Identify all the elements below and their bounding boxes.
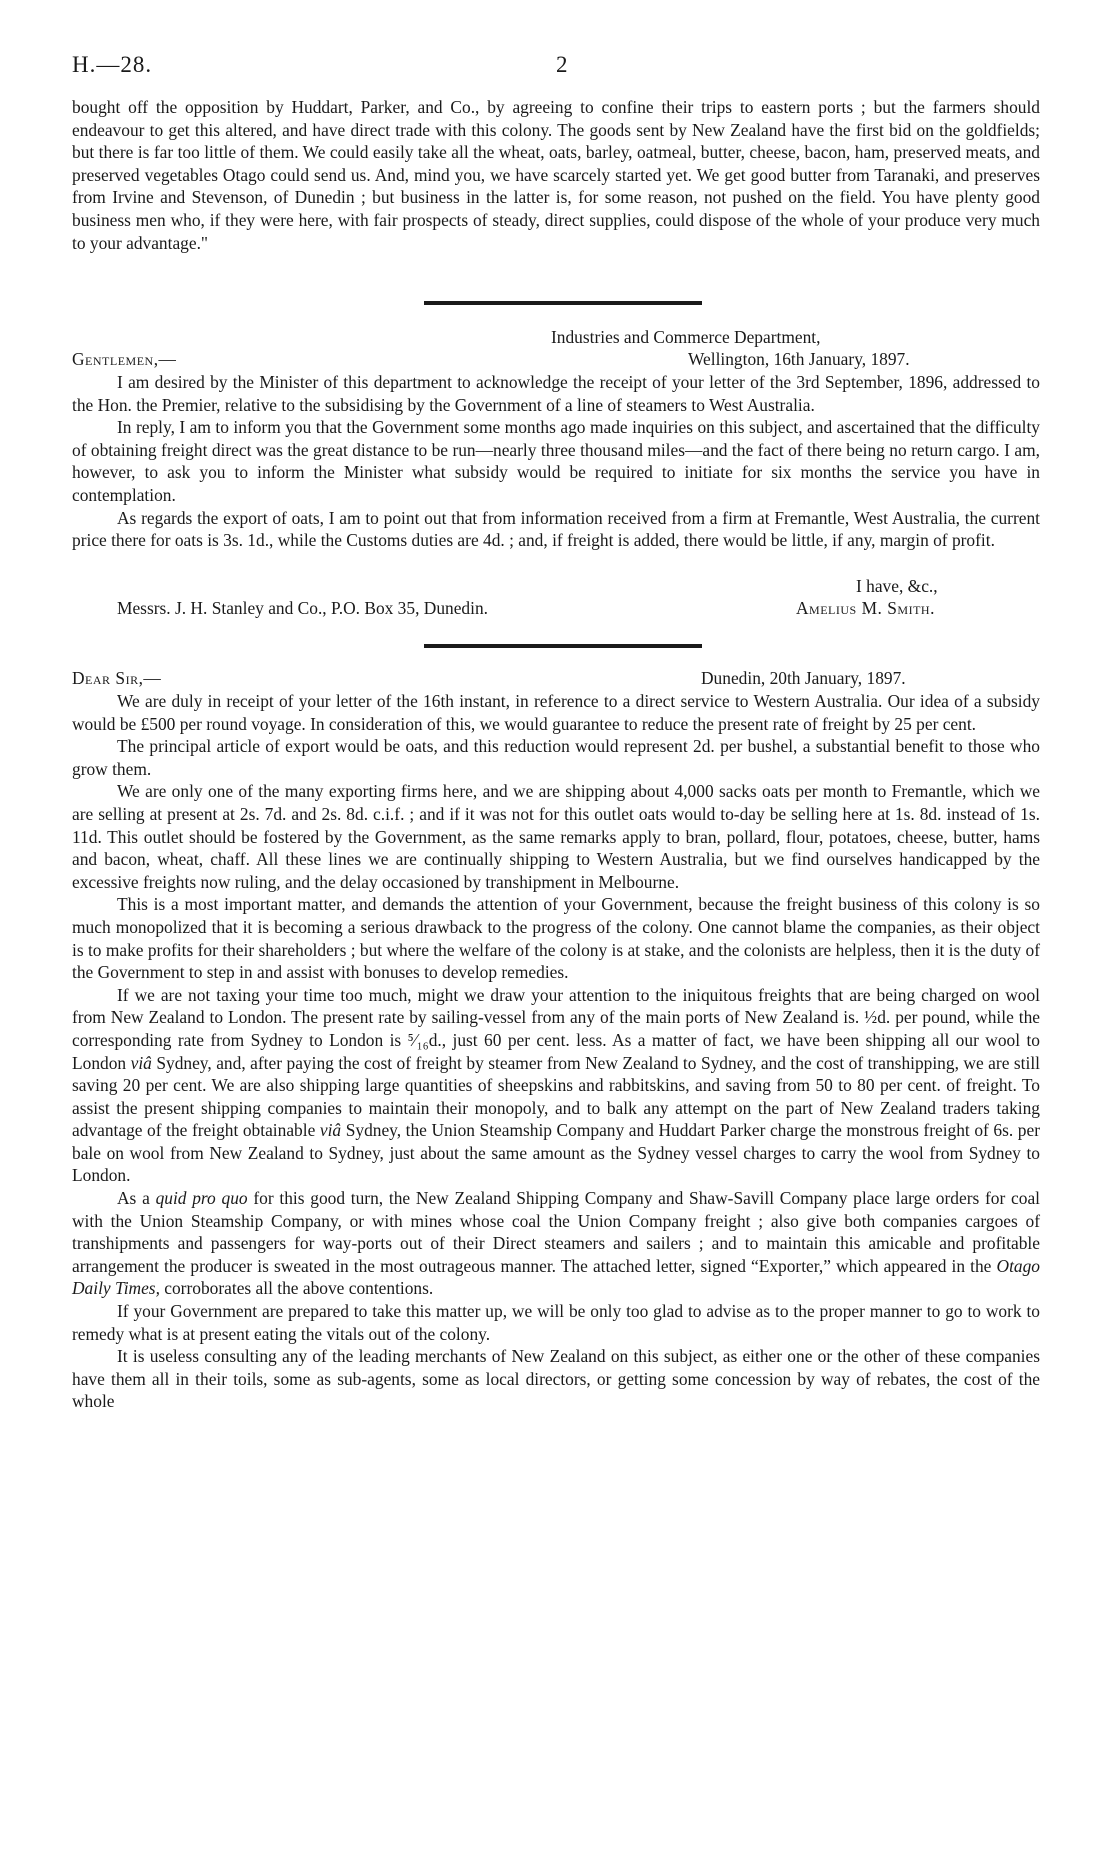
paragraph-text: As regards the export of oats, I am to point out that from information received from a firm at Fremantle, West Australia, the current price there for oats is 3s. 1d., while the Customs duties are 4d. ; and, if freight is added, there would be little, if any, margin of profit. (72, 507, 1040, 551)
text-run: for this good turn, the New Zealand Shipping Company and Shaw-Savill Company place large orders for coal with the Union Steamship Company, or with mines whose coal the Union Company freight ; also give both companies cargoes of transhipments and passengers for way-ports out of their Direct steamers and sailers ; and to maintain this amicable and profitable arrangement the producer is sweated in the most outrageous manner. The attached letter, signed “Exporter,” which appeared in the (72, 1188, 1041, 1276)
paragraph-text: bought off the opposition by Huddart, Parker, and Co., by agreeing to confine their trips to eastern ports ; but the farmers should endeavour to get this altered, and have direct trade with this colony. The goods sent by New Zealand have the first bid on the goldfields; but there is far too little of them. We could easily take all the wheat, oats, barley, oatmeal, butter, cheese, bacon, ham, preserved meats, and preserved vegetables Otago could send us. And, mind you, we have scarcely started yet. We get good butter from Taranaki, and preserves from Irvine and Stevenson, of Dunedin ; but business in the latter is, for some reason, not pushed on the field. You have plenty good business men who, if they were here, with fair prospects of steady, direct supplies, could dispose of the whole of your produce very much to your advantage." (72, 97, 1040, 253)
page-number: 2 (556, 52, 569, 77)
newspaper-title: Otago Daily Times, (72, 1255, 1040, 1299)
salutation: Dear Sir,— (72, 668, 162, 688)
italic-term: viâ (130, 1052, 152, 1073)
paragraph-text: It is useless consulting any of the leading merchants of New Zealand on this subject, as either one or the other of these companies have them all in their toils, some as sub-agents, some as local directors, or getting some concession by way of rebates, the cost of the whole (72, 1346, 1040, 1412)
paragraph-text (72, 984, 1040, 1187)
section-divider (424, 301, 702, 305)
paragraph-text: This is a most important matter, and demands the attention of your Government, because the freight business of this colony is so much monopolized that it is becoming a serious drawback to the progress of the colony. One cannot blame the companies, as their object is to make profits for their shareholders ; but where the welfare of the colony is at stake, and the colonists are helpless, then it is the duty of the Government to step in and assist with bonuses to develop remedies. (72, 894, 1040, 983)
place-date: Wellington, 16th January, 1897. (688, 349, 910, 369)
paragraph-text (72, 1187, 1040, 1300)
text-run: If we are not taxing your time too much, might we draw your attention to the iniquitous freights that are being charged on wool from New Zealand to London. The present rate by sailing-vessel from any of the main ports of New Zealand is. ½d. per pound, while the corresponding rate from Sydney to London is ⁵⁄₁₆d., just 60 per cent. less. As a matter of fact, we have been shipping all our wool to London (72, 984, 1040, 1073)
text-run: Sydney, the Union Steamship Company and Huddart Parker charge the monstrous freight of 6s. per bale on wool from New Zealand to Sydney, just about the same amount as the Sydney vessel charges to carry the wool from Sydney to London. (72, 1120, 1040, 1186)
paragraph-text: We are only one of the many exporting firms here, and we are shipping about 4,000 sacks oats per month to Fremantle, which we are selling at present at 2s. 7d. and 2s. 8d. c.i.f. ; and if it was not for this outlet oats would to-day be selling here at 1s. 8d. instead of 1s. 11d. This outlet should be fostered by the Government, as the same remarks apply to bran, pollard, flour, potatoes, cheese, butter, hams and bacon, wheat, chaff. All these lines we are continually shipping to Western Australia, but we find ourselves handicapped by the excessive freights now ruling, and the delay occasioned by transhipment in Melbourne. (72, 781, 1040, 892)
italic-term: quid pro quo (155, 1188, 248, 1209)
signature: Amelius M. Smith. (796, 598, 935, 618)
paragraph-text: We are duly in receipt of your letter of the 16th instant, in reference to a direct service to Western Australia. Our idea of a subsidy would be £500 per round voyage. In consideration of this, we would guarantee to reduce the present rate of freight by 25 per cent. (72, 691, 1040, 734)
text-run: corroborates all the above contentions. (159, 1278, 434, 1299)
italic-term: viâ (319, 1120, 342, 1141)
report-code: H.—28. (72, 52, 153, 77)
paragraph-text: In reply, I am to inform you that the Government some months ago made inquiries on this subject, and ascertained that the difficulty of obtaining freight direct was the great distance to be run—nearly three thousand miles—and the fact of there being no return cargo. I am, however, to ask you to inform the Minister what subsidy would be required to initiate for six months the service you have in contemplation. (72, 417, 1040, 505)
place-date: Dunedin, 20th January, 1897. (701, 668, 906, 688)
letter1-body (72, 371, 1040, 552)
department-line: Industries and Commerce Department, (551, 327, 821, 347)
letter2-body (72, 690, 1040, 1413)
salutation: Gentlemen,— (72, 349, 177, 369)
closing: I have, &c., (856, 576, 938, 596)
text-run: Sydney, and, after paying the cost of freight by steamer from New Zealand to Sydney, and the cost of transhipping, we are still saving 20 per cent. We are also shipping large quantities of sheepskins and rabbitskins, and saving from 50 to 80 per cent. of freight. To assist the present shipping companies to maintain their monopoly, and to balk any attempt on the part of New Zealand traders taking advantage of the freight obtainable (72, 1052, 1040, 1141)
paragraph-text: The principal article of export would be oats, and this reduction would represent 2d. per bushel, a substantial benefit to those who grow them. (72, 736, 1040, 779)
section-divider (424, 644, 702, 648)
opening-paragraph (72, 96, 1040, 254)
addressee: Messrs. J. H. Stanley and Co., P.O. Box 35, Dunedin. (117, 598, 489, 618)
paragraph-text: If your Government are prepared to take this matter up, we will be only too glad to advise as to the proper manner to go to work to remedy what is at present eating the vitals out of the colony. (72, 1301, 1040, 1344)
paragraph-text: I am desired by the Minister of this department to acknowledge the receipt of your letter of the 3rd September, 1896, addressed to the Hon. the Premier, relative to the subsidising by the Government of a line of steamers to West Australia. (72, 372, 1040, 415)
text-run: As a (117, 1188, 156, 1209)
